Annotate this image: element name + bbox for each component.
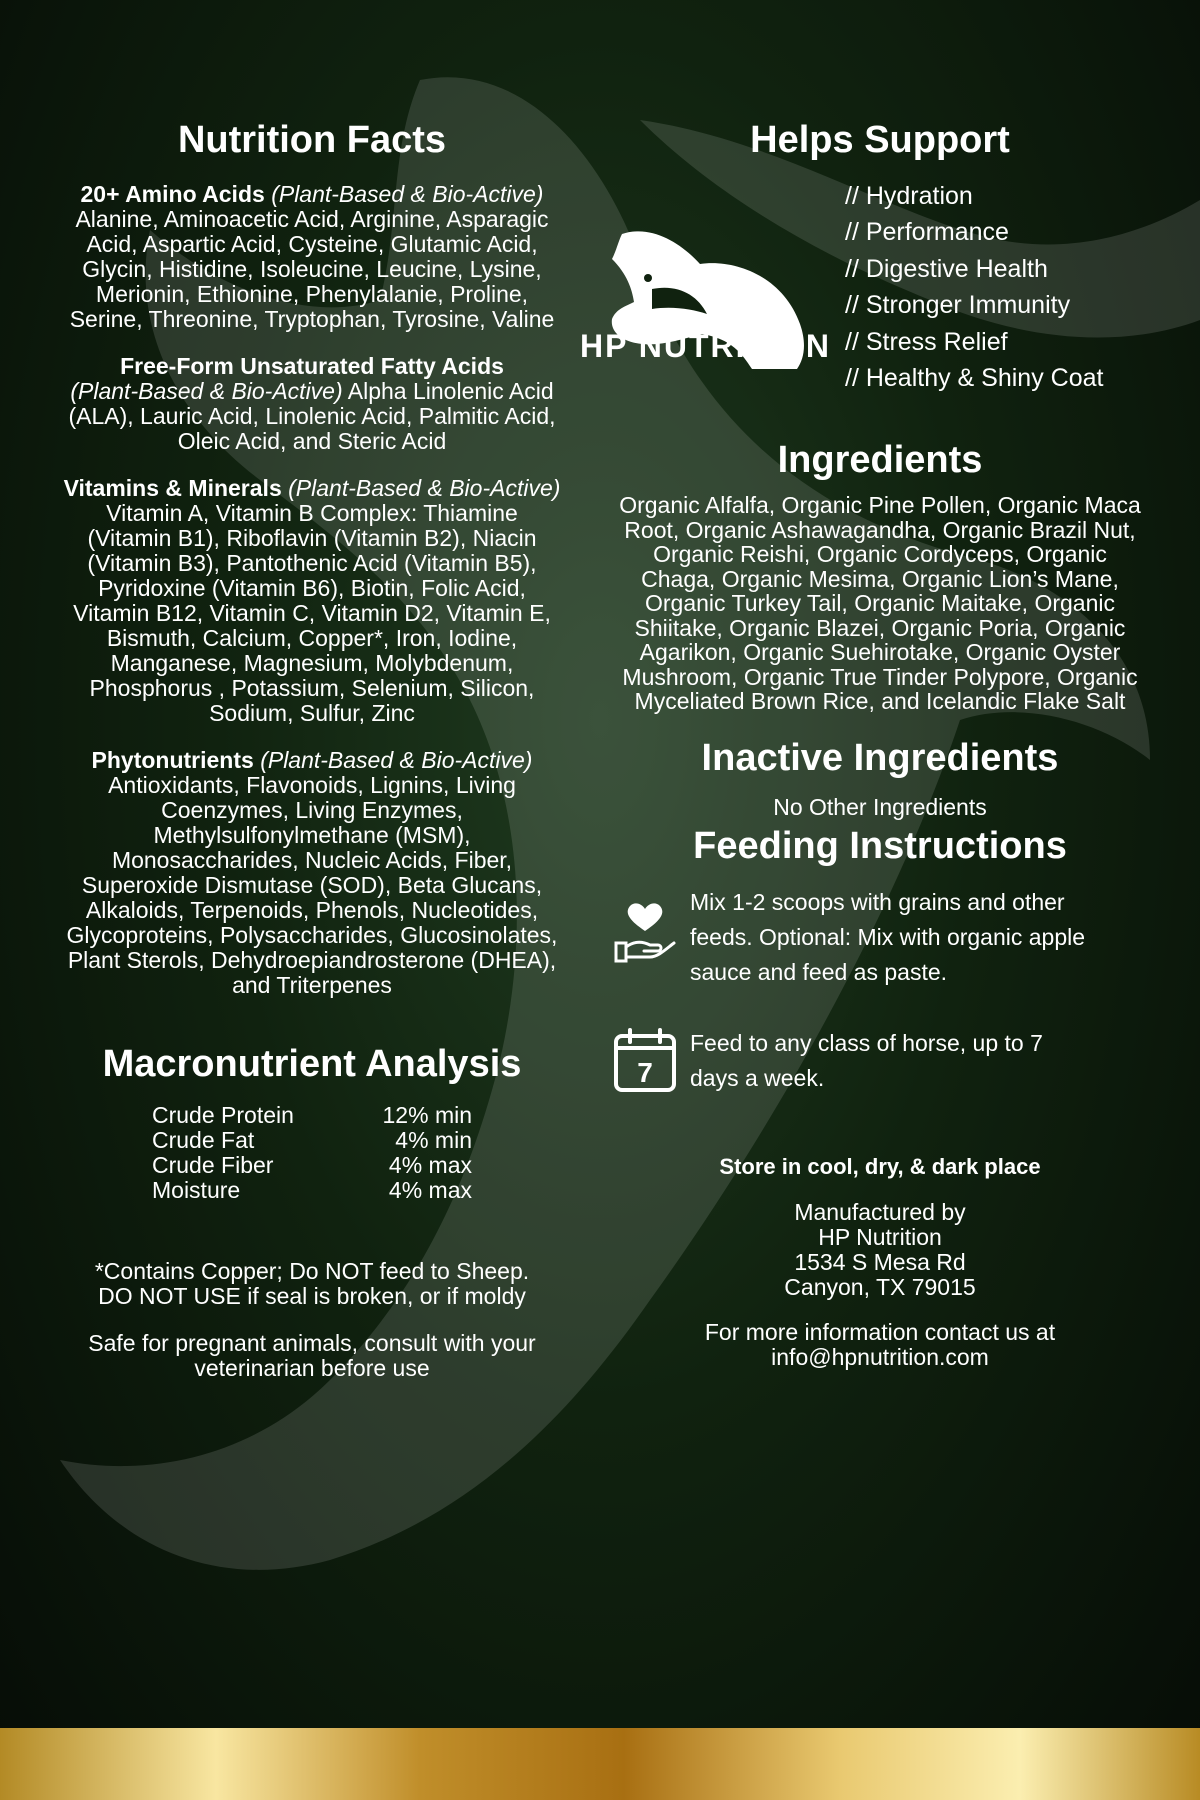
calendar-icon [600,1026,690,1096]
helps-support-title: Helps Support [750,119,1010,161]
macro-row [152,1153,472,1178]
phyto-qualifier: (Plant-Based & Bio-Active) [260,746,533,773]
support-list [845,178,1103,397]
macro-name: Moisture [152,1177,241,1204]
manufactured-label: Manufactured by [794,1199,966,1226]
address-line-1: 1534 S Mesa Rd [794,1249,966,1276]
macro-value: 12% min [382,1102,472,1129]
fatty-list: Alpha Linolenic Acid (ALA), Lauric Acid, Linolenic Acid, Palmitic Acid, Oleic Acid, and Steric Acid [68,377,556,454]
gold-footer-band [0,1728,1200,1800]
calendar-number: 7 [637,1057,653,1089]
amino-acids-block [62,182,562,332]
phytonutrients-block [62,748,562,998]
contact-email: info@hpnutrition.com [771,1344,989,1371]
amino-qualifier: (Plant-Based & Bio-Active) [271,180,544,207]
address-line-2: Canyon, TX 79015 [784,1274,976,1301]
macro-row [152,1178,472,1203]
support-item: // Performance [845,218,1009,247]
manufacturer-block [600,1200,1160,1300]
heart-hand-icon [600,885,690,990]
support-item: // Digestive Health [845,254,1048,283]
macro-name: Crude Protein [152,1102,294,1129]
phyto-heading: Phytonutrients [91,746,254,773]
pregnancy-note: Safe for pregnant animals, consult with your veterinarian before use [88,1330,536,1382]
macro-row [152,1103,472,1128]
phyto-list: Antioxidants, Flavonoids, Lignins, Living Coenzymes, Living Enzymes, Methylsulfonylmethane (MSM), Monosaccharides, Nucleic Acids, Fiber, Superoxide Dismutase (SOD), Beta Glucans, Alkaloids, Terpenoids, Phenols, Nucleotides, Glycoproteins, Polysaccharides, Glucosinolates, Plant Sterols, Dehydroepiandrosterone (DHEA), and Triterpenes [66,771,558,998]
feeding-text-2: Feed to any class of horse, up to 7 days a week. [690,1030,1043,1092]
brand-logo-text: HP NUTRITION [580,327,831,364]
feeding-instruction-2 [600,1026,1160,1096]
support-section [580,178,1160,398]
ingredients-title: Ingredients [777,438,983,481]
vitamins-qualifier: (Plant-Based & Bio-Active) [288,474,561,501]
support-item: // Stress Relief [845,327,1008,356]
macro-value: 4% min [395,1127,472,1154]
macro-name: Crude Fiber [152,1152,274,1179]
storage-note: Store in cool, dry, & dark place [719,1154,1041,1180]
macro-row [152,1128,472,1153]
copper-warning-line-2: DO NOT USE if seal is broken, or if moldy [98,1283,526,1310]
amino-list: Alanine, Aminoacetic Acid, Arginine, Asparagic Acid, Aspartic Acid, Cysteine, Glutamic Acid, Glycin, Histidine, Isoleucine, Leucine, Lysine, Merionin, Ethionine, Phenylalanie, Proline, Serine, Threonine, Tryptophan, Tyrosine, Valine [69,205,555,332]
feeding-instruction-1 [600,885,1160,990]
support-item: // Hydration [845,181,973,210]
vitamins-list: Vitamin A, Vitamin B Complex: Thiamine (Vitamin B1), Riboflavin (Vitamin B2), Niacin (Vitamin B3), Pantothenic Acid (Vitamin B5), Pyridoxine (Vitamin B6), Biotin, Folic Acid, Vitamin B12, Vitamin C, Vitamin D2, Vitamin E, Bismuth, Calcium, Copper*, Iron, Iodine, Manganese, Magnesium, Molybdenum, Phosphorus , Potassium, Selenium, Silicon, Sodium, Sulfur, Zinc [73,499,551,726]
amino-heading: 20+ Amino Acids [80,180,265,207]
macro-name: Crude Fat [152,1127,255,1154]
support-item: // Healthy & Shiny Coat [845,364,1104,393]
macro-value: 4% max [388,1177,472,1204]
macronutrient-table [152,1103,472,1203]
inactive-ingredients-title: Inactive Ingredients [701,736,1059,779]
left-column [62,118,562,1403]
feeding-text-1: Mix 1-2 scoops with grains and other feeds. Optional: Mix with organic apple sauce and feed as paste. [690,889,1086,986]
inactive-ingredients-text: No Other Ingredients [773,794,987,821]
fatty-acids-block [62,354,562,454]
copper-warning-line-1: *Contains Copper; Do NOT feed to Sheep. [94,1258,530,1285]
right-column [580,118,1160,1371]
support-item: // Stronger Immunity [845,291,1071,320]
vitamins-heading: Vitamins & Minerals [63,474,282,501]
copper-warning [62,1259,562,1309]
macro-value: 4% max [388,1152,472,1179]
contact-block [600,1320,1160,1370]
ingredients-list: Organic Alfalfa, Organic Pine Pollen, Organic Maca Root, Organic Ashawagandha, Organic Brazil Nut, Organic Reishi, Organic Cordyceps, Organic Chaga, Organic Mesima, Organic Lion’s Mane, Organic Turkey Tail, Organic Maitake, Organic Shiitake, Organic Blazei, Organic Poria, Organic Agarikon, Organic Suehirotake, Organic Oyster Mushroom, Organic True Tinder Polypore, Organic Myceliated Brown Rice, and Icelandic Flake Salt [619,492,1141,715]
contact-label: For more information contact us at [704,1319,1056,1346]
fatty-qualifier: (Plant-Based & Bio-Active) [70,377,343,404]
vitamins-minerals-block [62,476,562,726]
company-name: HP Nutrition [818,1224,942,1251]
fatty-heading: Free-Form Unsaturated Fatty Acids [120,352,504,379]
macronutrient-title: Macronutrient Analysis [102,1042,522,1085]
feeding-instructions-title: Feeding Instructions [693,824,1067,867]
nutrition-facts-title: Nutrition Facts [177,119,447,161]
